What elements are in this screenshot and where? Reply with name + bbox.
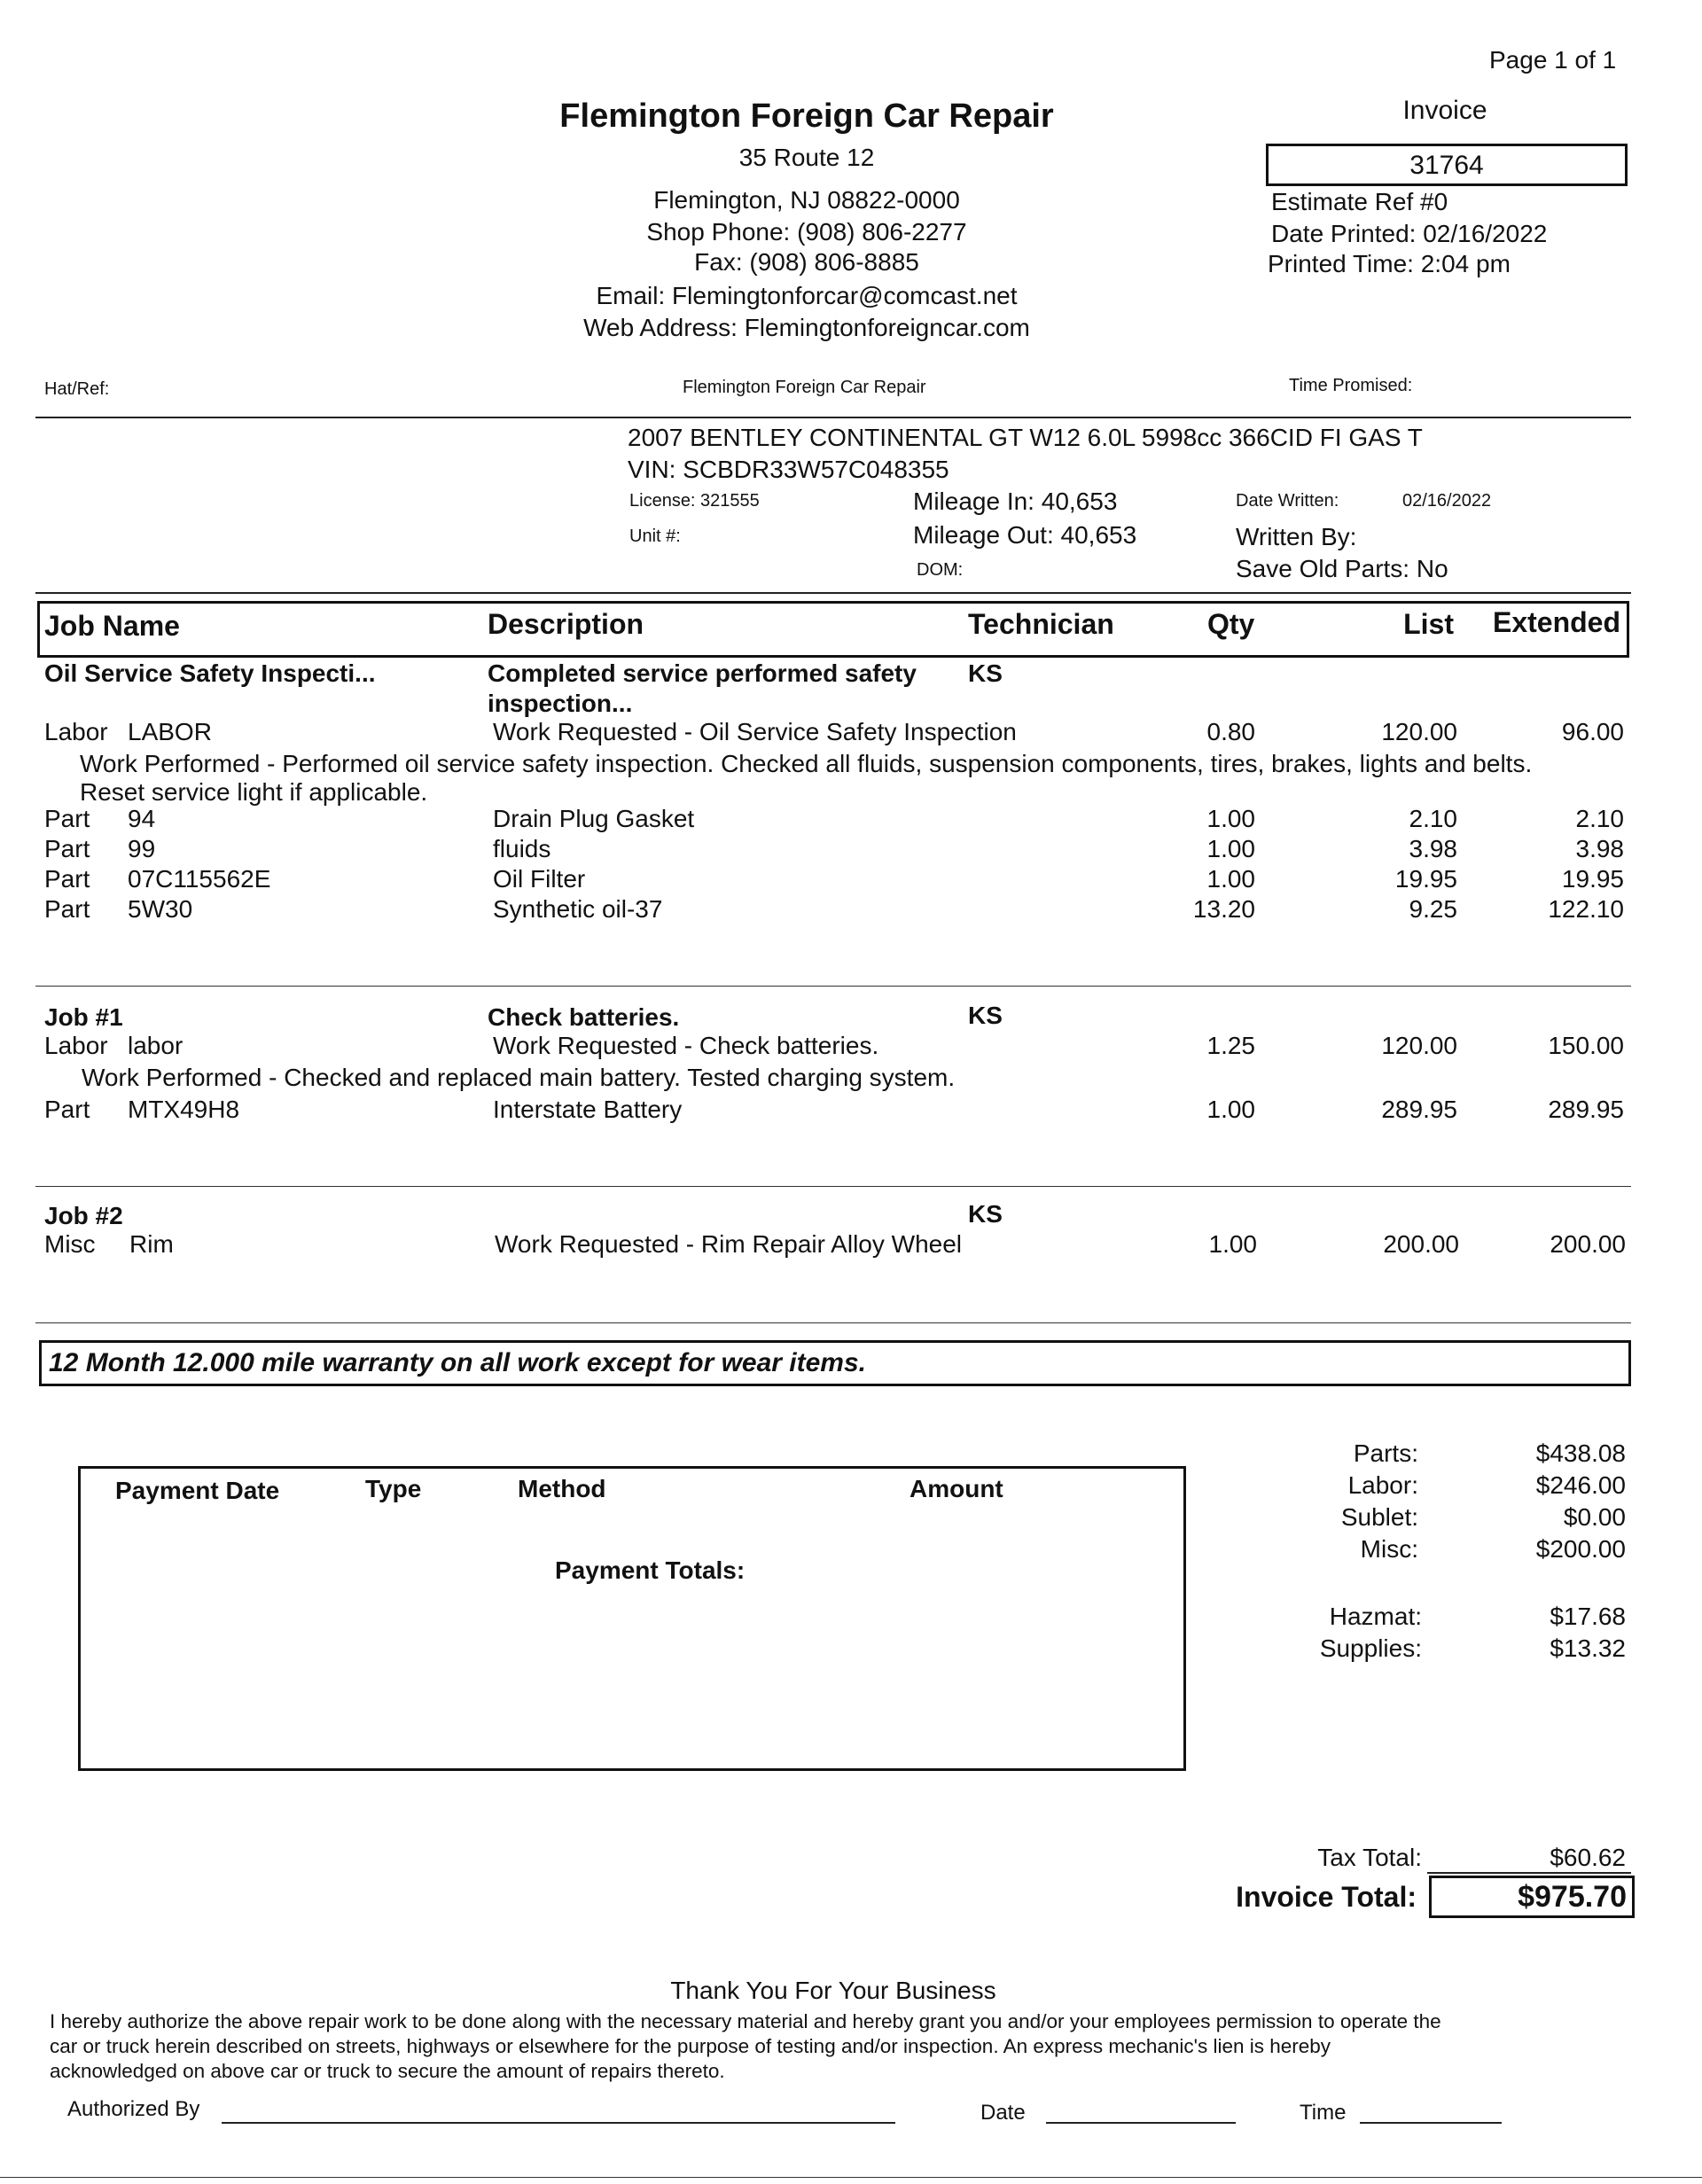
hat-ref: Hat/Ref: <box>44 379 110 399</box>
shop-address1: 35 Route 12 <box>738 144 875 171</box>
line-qty: 1.00 <box>1206 865 1255 893</box>
line-extended: 3.98 <box>1575 835 1624 862</box>
warranty-text: 12 Month 12.000 mile warranty on all work except for wear items. <box>49 1348 867 1377</box>
line-list: 9.25 <box>1409 895 1457 923</box>
invoice-total-value: $975.70 <box>1518 1880 1627 1914</box>
divider <box>1427 1872 1631 1874</box>
authorization-line-3: acknowledged on above car or truck to secure the amount of repairs thereto. <box>50 2060 725 2082</box>
line-extended: 200.00 <box>1550 1230 1626 1258</box>
summary-value: $13.32 <box>1550 1634 1626 1662</box>
shop-address2: Flemington, NJ 08822-0000 <box>653 186 960 214</box>
col-extended: Extended <box>1492 606 1620 638</box>
job-description-cont: inspection... <box>488 690 633 717</box>
summary-label: Sublet: <box>1340 1503 1418 1531</box>
col-description: Description <box>488 608 644 640</box>
dom: DOM: <box>917 560 964 580</box>
shop-name: Flemington Foreign Car Repair <box>559 98 1054 135</box>
line-type: Part <box>44 1096 90 1123</box>
line-description: Work Requested - Check batteries. <box>493 1032 879 1059</box>
payment-date-label: Payment Date <box>115 1477 280 1504</box>
authorized-by-label: Authorized By <box>67 2097 200 2121</box>
work-performed-cont: Reset service light if applicable. <box>80 778 428 806</box>
invoice-label: Invoice <box>1402 96 1487 125</box>
job-divider <box>35 986 1631 987</box>
line-extended: 2.10 <box>1575 805 1624 832</box>
job-technician: KS <box>968 659 1003 687</box>
line-list: 200.00 <box>1383 1230 1459 1258</box>
date-written-label: Date Written: <box>1236 491 1339 511</box>
line-list: 120.00 <box>1381 1032 1457 1059</box>
date-line[interactable] <box>1046 2122 1236 2124</box>
line-type: Part <box>44 865 90 893</box>
invoice-number: 31764 <box>1409 151 1484 180</box>
job-name: Oil Service Safety Inspecti... <box>44 659 376 687</box>
divider <box>35 417 1631 418</box>
summary-value: $17.68 <box>1550 1603 1626 1630</box>
tax-total-value: $60.62 <box>1550 1844 1626 1871</box>
line-list: 19.95 <box>1394 865 1457 893</box>
col-list: List <box>1403 608 1454 640</box>
line-description: Interstate Battery <box>493 1096 683 1123</box>
line-code: LABOR <box>128 718 212 745</box>
divider <box>35 592 1631 594</box>
date-printed: Date Printed: 02/16/2022 <box>1271 220 1548 247</box>
line-qty: 1.25 <box>1206 1032 1255 1059</box>
line-list: 289.95 <box>1381 1096 1457 1123</box>
line-extended: 150.00 <box>1548 1032 1624 1059</box>
unit-number: Unit #: <box>629 526 681 546</box>
line-type: Labor <box>44 1032 108 1059</box>
summary-value: $438.08 <box>1535 1439 1626 1467</box>
mileage-in: Mileage In: 40,653 <box>913 488 1118 515</box>
line-qty: 1.00 <box>1208 1230 1257 1258</box>
work-performed: Work Performed - Checked and replaced main battery. Tested charging system. <box>82 1064 956 1091</box>
payment-method-label: Method <box>518 1475 606 1502</box>
line-qty: 0.80 <box>1206 718 1255 745</box>
warranty-box <box>39 1340 1631 1386</box>
invoice-total-box <box>1429 1876 1635 1918</box>
summary-value: $0.00 <box>1563 1503 1626 1531</box>
line-qty: 1.00 <box>1206 835 1255 862</box>
printed-time: Printed Time: 2:04 pm <box>1268 250 1511 277</box>
line-type: Part <box>44 835 90 862</box>
line-extended: 19.95 <box>1561 865 1624 893</box>
invoice-total-label: Invoice Total: <box>1236 1881 1417 1913</box>
job-technician: KS <box>968 1002 1003 1029</box>
line-description: Drain Plug Gasket <box>493 805 695 832</box>
line-code: 99 <box>128 835 156 862</box>
line-extended: 96.00 <box>1561 718 1624 745</box>
shop-phone: Shop Phone: (908) 806-2277 <box>646 218 967 246</box>
line-code: MTX49H8 <box>128 1096 240 1123</box>
save-old-parts: Save Old Parts: No <box>1236 555 1448 582</box>
summary-value: $200.00 <box>1535 1535 1626 1563</box>
job-description: Completed service performed safety <box>488 659 917 687</box>
date-written-value: 02/16/2022 <box>1402 491 1492 511</box>
work-performed: Work Performed - Performed oil service safety inspection. Checked all fluids, suspension components, tires, brakes, lights and belts. <box>80 750 1533 777</box>
payment-totals-label: Payment Totals: <box>555 1556 746 1584</box>
line-description: Oil Filter <box>493 865 586 893</box>
line-list: 2.10 <box>1409 805 1457 832</box>
date-label: Date <box>980 2101 1026 2125</box>
page-bottom-divider <box>0 2177 1702 2178</box>
line-type: Labor <box>44 718 108 745</box>
line-code: 07C115562E <box>128 865 271 893</box>
line-extended: 289.95 <box>1548 1096 1624 1123</box>
line-type: Part <box>44 805 90 832</box>
job-divider <box>35 1186 1631 1187</box>
license: License: 321555 <box>629 491 760 511</box>
thank-you: Thank You For Your Business <box>670 1977 996 2004</box>
summary-label: Supplies: <box>1319 1634 1422 1662</box>
job-name: Job #2 <box>44 1202 123 1229</box>
summary-label: Parts: <box>1353 1439 1418 1467</box>
line-extended: 122.10 <box>1548 895 1624 923</box>
time-label: Time <box>1300 2101 1347 2125</box>
job-technician: KS <box>968 1200 1003 1228</box>
line-qty: 13.20 <box>1192 895 1255 923</box>
line-list: 120.00 <box>1381 718 1457 745</box>
line-type: Part <box>44 895 90 923</box>
line-code: Rim <box>129 1230 174 1258</box>
payment-box <box>78 1466 1186 1771</box>
col-qty: Qty <box>1207 608 1255 640</box>
summary-label: Misc: <box>1360 1535 1418 1563</box>
written-by: Written By: <box>1236 523 1357 550</box>
job-divider <box>35 1322 1631 1323</box>
payment-amount-label: Amount <box>910 1475 1003 1502</box>
line-description: fluids <box>493 835 551 862</box>
tax-total-label: Tax Total: <box>1317 1844 1422 1871</box>
line-qty: 1.00 <box>1206 1096 1255 1123</box>
time-line[interactable] <box>1360 2122 1502 2124</box>
line-list: 3.98 <box>1409 835 1457 862</box>
line-description: Work Requested - Oil Service Safety Inspection <box>493 718 1017 745</box>
payment-type-label: Type <box>365 1475 422 1502</box>
estimate-ref: Estimate Ref #0 <box>1271 188 1448 215</box>
shop-email: Email: Flemingtonforcar@comcast.net <box>596 282 1018 309</box>
line-code: labor <box>128 1032 183 1059</box>
authorization-line-2: car or truck herein described on streets, highways or elsewhere for the purpose of testing and/or inspection. An express mechanic's lien is hereby <box>50 2035 1331 2057</box>
vehicle-vin: VIN: SCBDR33W57C048355 <box>628 456 949 483</box>
shop-fax: Fax: (908) 806-8885 <box>694 248 919 276</box>
time-promised: Time Promised: <box>1289 376 1413 395</box>
line-type: Misc <box>44 1230 96 1258</box>
line-qty: 1.00 <box>1206 805 1255 832</box>
vehicle-description: 2007 BENTLEY CONTINENTAL GT W12 6.0L 5998cc 366CID FI GAS T <box>628 424 1423 451</box>
summary-label: Hazmat: <box>1329 1603 1422 1630</box>
authorization-line-1: I hereby authorize the above repair work to be done along with the necessary material and hereby grant you and/or your employees permission to operate the <box>50 2010 1441 2032</box>
job-description: Check batteries. <box>488 1003 680 1031</box>
line-code: 5W30 <box>128 895 193 923</box>
line-description: Synthetic oil-37 <box>493 895 663 923</box>
line-code: 94 <box>128 805 156 832</box>
authorized-by-line[interactable] <box>222 2122 895 2124</box>
page-number: Page 1 of 1 <box>1489 46 1617 74</box>
shop-name-small: Flemington Foreign Car Repair <box>683 378 926 397</box>
invoice-number-box <box>1266 144 1628 186</box>
summary-value: $246.00 <box>1535 1471 1626 1499</box>
shop-web: Web Address: Flemingtonforeigncar.com <box>583 314 1030 341</box>
summary-label: Labor: <box>1347 1471 1418 1499</box>
mileage-out: Mileage Out: 40,653 <box>913 521 1137 549</box>
col-technician: Technician <box>968 608 1114 640</box>
col-job-name: Job Name <box>44 610 180 642</box>
line-description: Work Requested - Rim Repair Alloy Wheel <box>495 1230 963 1258</box>
job-name: Job #1 <box>44 1003 123 1031</box>
